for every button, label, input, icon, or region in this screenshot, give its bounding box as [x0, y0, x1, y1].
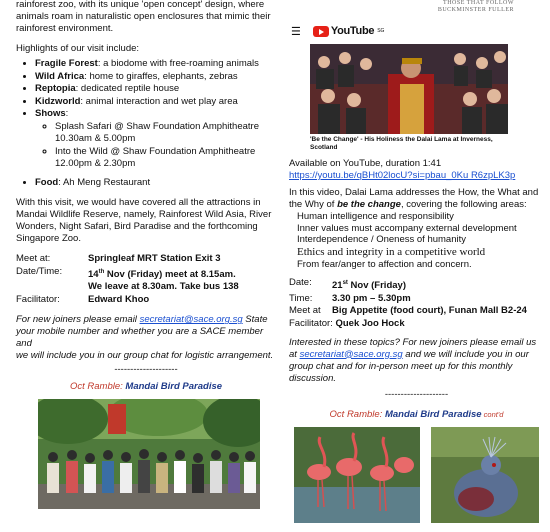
group-photo-image: [38, 399, 260, 509]
flamingo-photo-image: [294, 427, 420, 523]
meet-at-label: Meet at:: [16, 253, 51, 264]
highlight-item: • Kidzworld: animal interaction and wet play area: [35, 96, 276, 109]
video-link[interactable]: https://youtu.be/qBHt02locU?si=pbau_0Ku R6zpLK3p: [289, 170, 516, 181]
topic-item: Human intelligence and responsibility: [297, 211, 454, 222]
date-time-value: 14th Nov (Friday) meet at 8.15am.: [88, 268, 236, 280]
crowned-pigeon-photo-image: [431, 427, 539, 523]
joiners-note: For new joiners please email secretariat@sace.org.sg State your mobile number and whether you are a SACE member and we will include you in our group chat for logistic arrangement.: [16, 314, 274, 362]
meet-label: Meet at: [289, 305, 321, 317]
summary-line: With this visit, we would have covered all the attractions in: [16, 197, 261, 208]
left-column: [16, 0, 276, 509]
youtube-play-icon: [313, 26, 329, 37]
bird-photos: [289, 427, 544, 532]
youtube-bar: [289, 21, 544, 41]
topic-item: Inner values must accompany external development: [297, 222, 517, 234]
video-thumbnail-image: [310, 44, 508, 134]
facilitator-label: Facilitator:: [16, 293, 60, 305]
video-availability: Available on YouTube, duration 1:41: [289, 158, 442, 169]
quote-fragment-line: THOSE THAT FOLLOW: [443, 0, 514, 6]
show-item: ◦ Into the Wild @ Shaw Foundation Amphitheatre 12.00pm & 2.30pm: [55, 146, 276, 171]
highlight-item-shows: • Shows: ◦ Splash Safari @ Shaw Foundation Amphitheatre 10.30am & 5.00pm ◦ Into the Wild @ Shaw Foundation Amphitheatre 12.00pm & 2.30pm: [35, 108, 276, 171]
highlight-item: • Reptopia: dedicated reptile house: [35, 83, 276, 96]
facilitator-value: Edward Khoo: [88, 293, 150, 305]
section-divider: --------------------: [114, 364, 178, 376]
departure-note: We leave at 8.30am. Take bus 138: [88, 281, 239, 293]
intro-line: animals roam in naturalistic open enclosures that mimic their: [16, 11, 271, 22]
summary-text: [16, 197, 276, 245]
highlights-list: [16, 58, 276, 189]
date-label: Date:: [289, 277, 312, 288]
interest-note: Interested in these topics? For new joiners please email us at secretariat@sace.org.sg and we will include you in our group chat and for in-person meet up for this monthly discussion.: [289, 336, 537, 384]
topics-list: [289, 211, 544, 270]
intro-text: [16, 0, 276, 35]
right-column: [289, 0, 544, 532]
video-thumbnail[interactable]: [310, 44, 508, 134]
highlights-heading: Highlights of our visit include:: [16, 43, 140, 54]
video-desc-line: In this video, Dalai Lama addresses the How, the What and: [289, 187, 539, 198]
highlight-item: • Wild Africa: home to giraffes, elephants, zebras: [35, 71, 276, 84]
discussion-meeting-details: [289, 277, 527, 318]
summary-line: Mandai Wildlife Reserve, namely, Rainforest Wild Asia, River: [16, 209, 272, 220]
topic-item: Ethics and integrity in a competitive world: [297, 245, 486, 258]
youtube-wordmark: YouTube: [330, 25, 375, 37]
video-desc-line: the Why of be the change, covering the following areas:: [289, 199, 527, 210]
topic-item: Interdependence / Oneness of humanity: [297, 234, 467, 245]
ramble-heading: Oct Ramble: Mandai Bird Paradise cont'd: [329, 408, 504, 420]
summary-line: Wonders, Night Safari, Bird Paradise and the forthcoming: [16, 221, 258, 232]
discussion-facilitator: Facilitator: Quek Joo Hock: [289, 317, 405, 329]
highlight-item-food: • Food: Ah Meng Restaurant: [35, 177, 276, 190]
group-photo: [38, 399, 260, 509]
quote-author: BUCKMINSTER FULLER: [437, 7, 514, 13]
header-quote-fragment: [289, 0, 544, 18]
date-time-label: Date/Time:: [16, 265, 63, 277]
youtube-region: SG: [377, 28, 385, 34]
meet-at-value: Springleaf MRT Station Exit 3: [88, 253, 221, 264]
secretariat-email-link[interactable]: secretariat@sace.org.sg: [299, 348, 403, 360]
shows-list: [35, 121, 276, 171]
youtube-logo[interactable]: [313, 25, 385, 37]
next-ramble-heading: Oct Ramble: Mandai Bird Paradise: [69, 381, 223, 393]
time-value: 3.30 pm – 5.30pm: [332, 292, 411, 304]
video-caption: 'Be the Change' - His Holiness the Dalai Lama at Inverness, Scotland: [310, 136, 493, 151]
crowned-pigeon-photo: [431, 427, 539, 523]
menu-icon[interactable]: ☰: [291, 25, 301, 38]
time-label: Time:: [289, 292, 313, 304]
section-divider: --------------------: [384, 388, 449, 400]
show-item: ◦ Splash Safari @ Shaw Foundation Amphitheatre 10.30am & 5.00pm: [55, 121, 276, 146]
summary-line: Singapore Zoo.: [16, 233, 81, 244]
intro-line: rainforest environment.: [16, 23, 114, 34]
secretariat-email-link[interactable]: secretariat@sace.org.sg: [139, 314, 243, 326]
zoo-meeting-details: [16, 253, 239, 306]
topic-item: From fear/anger to affection and concern.: [297, 258, 472, 270]
date-value: 21st Nov (Friday): [332, 280, 406, 292]
meet-value: Big Appetite (food court), Funan Mall B2-24: [332, 305, 527, 317]
intro-line: rainforest zoo, with its unique 'open concept' design, where: [16, 0, 265, 10]
flamingo-photo: [294, 427, 420, 523]
highlight-item: • Fragile Forest: a biodome with free-roaming animals: [35, 58, 276, 71]
